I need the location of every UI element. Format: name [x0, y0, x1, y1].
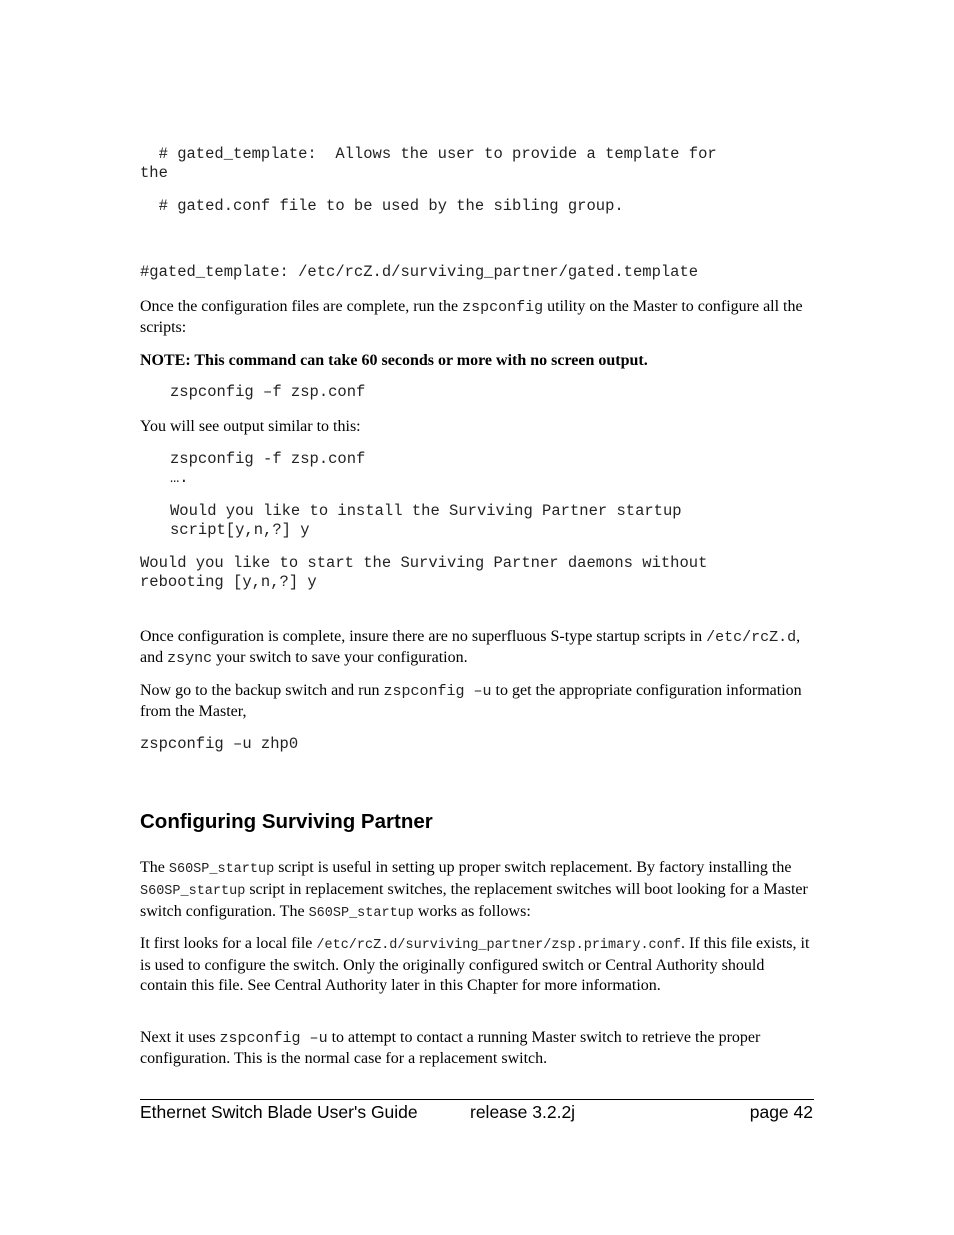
inline-code: zspconfig –u — [219, 1030, 328, 1047]
text: The — [140, 859, 169, 876]
code-gated-template-comment: # gated_template: Allows the user to provide a template for the — [140, 145, 717, 182]
text: , and — [140, 628, 801, 666]
inline-code: /etc/rcZ.d — [706, 629, 797, 646]
code-zspconfig-u: zspconfig –u zhp0 — [140, 735, 299, 753]
text: script in replacement switches, the replacement switches will boot looking for a Master switch configuration. The — [140, 881, 808, 920]
text: Once configuration is complete, insure there are no superfluous S-type startup scripts in — [140, 628, 707, 645]
footer-divider — [140, 1099, 814, 1100]
code-gated-template-path: #gated_template: /etc/rcZ.d/surviving_partner/gated.template — [140, 263, 699, 281]
paragraph-configuration-complete — [140, 627, 814, 669]
code-zspconfig-command: zspconfig –f zsp.conf — [170, 383, 366, 401]
paragraph-backup-switch — [140, 681, 814, 722]
text: to attempt to contact a running Master switch to retrieve the proper configuration. This is the normal case for a replacement switch. — [140, 1029, 761, 1067]
paragraph-local-file — [140, 934, 814, 996]
note: NOTE: This command can take 60 seconds or more with no screen output. — [140, 352, 648, 369]
paragraph-output-intro: You will see output similar to this: — [140, 418, 361, 435]
text: works as follows: — [413, 903, 531, 920]
code-output-daemons-prompt: Would you like to start the Surviving Partner daemons without rebooting [y,n,?] y — [140, 554, 708, 591]
paragraph-run-zspconfig — [140, 297, 814, 338]
section-heading: Configuring Surviving Partner — [140, 810, 433, 833]
inline-code: zspconfig — [462, 299, 544, 316]
text: your switch to save your configuration. — [212, 649, 468, 666]
text: It first looks for a local file — [140, 935, 317, 952]
text: utility on the Master to configure all the scripts: — [140, 298, 803, 336]
text: Now go to the backup switch and run — [140, 682, 384, 699]
code-gated-conf-comment: # gated.conf file to be used by the sibling group. — [140, 197, 624, 215]
code-output-command: zspconfig -f zsp.conf …. — [170, 450, 366, 487]
footer-page-number: page 42 — [749, 1102, 813, 1122]
text: to get the appropriate configuration information from the Master, — [140, 682, 802, 720]
inline-code: S60SP_startup — [168, 862, 275, 877]
text: Once the configuration files are complete, run the — [140, 298, 463, 315]
footer-release: release 3.2.2j — [470, 1102, 576, 1122]
inline-code: zsync — [167, 650, 213, 667]
paragraph-next-step — [140, 1028, 814, 1069]
text: . If this file exists, it is used to configure the switch. Only the originally configured switch or Central Authority should contain this file. See Central Authority later in this Chapter for more information. — [140, 935, 810, 994]
text: script is useful in setting up proper switch replacement. By factory installing the — [274, 859, 792, 876]
paragraph-startup-script — [140, 858, 814, 924]
text: Next it uses — [140, 1029, 220, 1046]
inline-code: S60SP_startup — [140, 884, 246, 899]
inline-code: S60SP_startup — [308, 906, 414, 921]
inline-code: /etc/rcZ.d/surviving_partner/zsp.primary.conf — [316, 938, 681, 953]
code-output-install-prompt: Would you like to install the Surviving Partner startup script[y,n,?] y — [170, 502, 682, 539]
footer-title: Ethernet Switch Blade User's Guide — [140, 1102, 418, 1122]
inline-code: zspconfig –u — [383, 683, 492, 700]
